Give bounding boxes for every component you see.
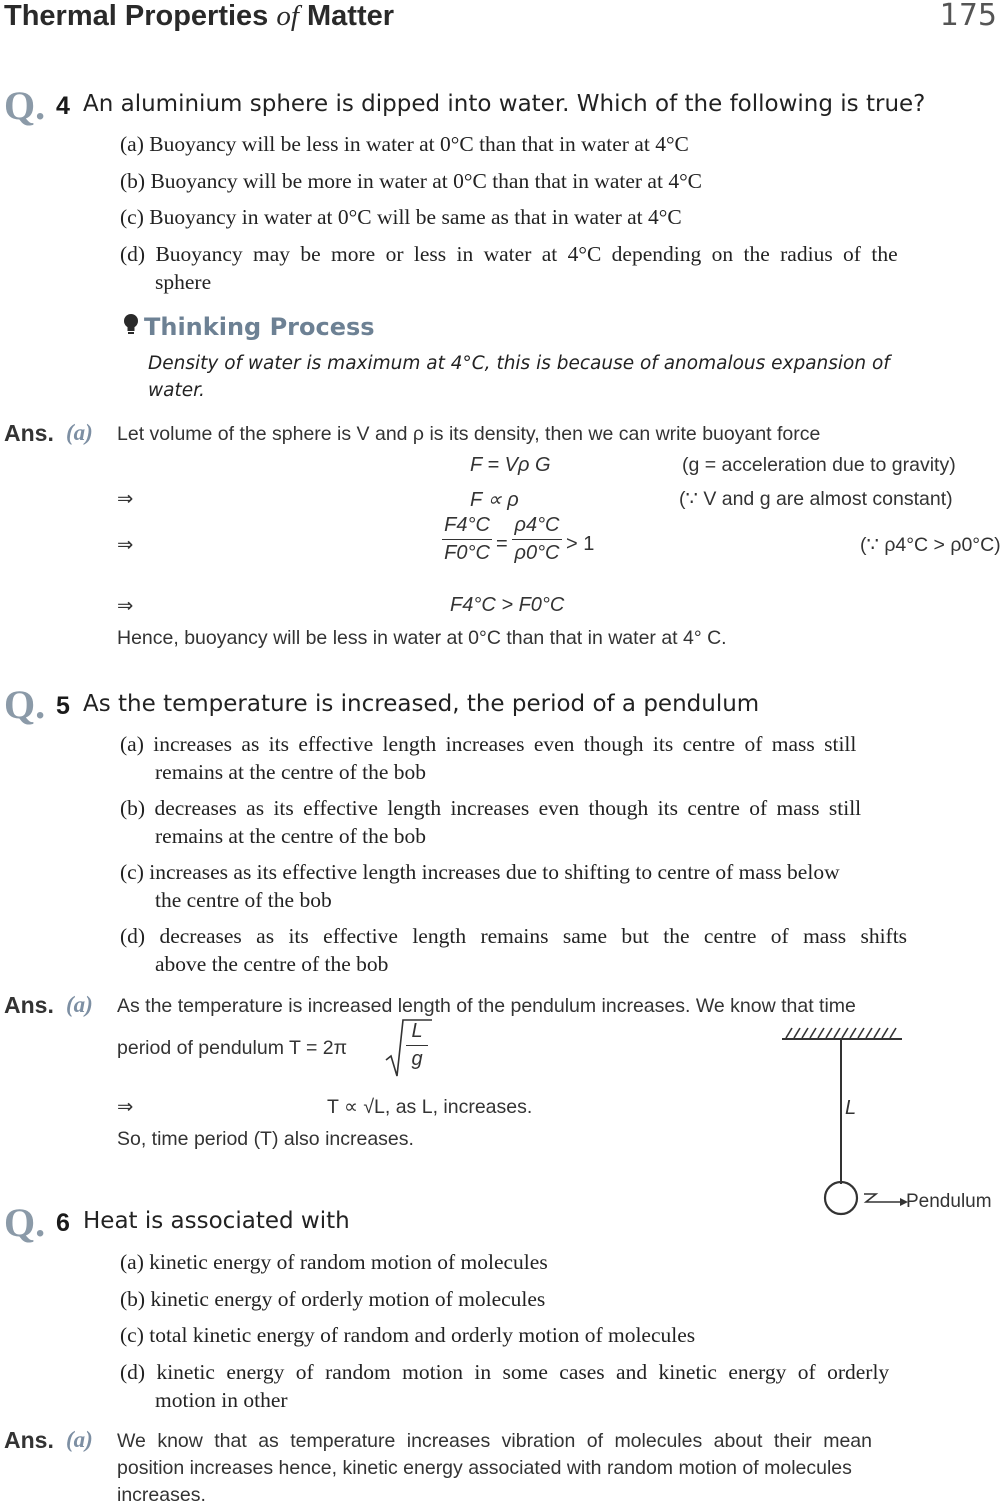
q4-answer-option: (a) bbox=[66, 420, 93, 445]
q6-number: 6 bbox=[56, 1209, 70, 1237]
q5-option-c-cont: the centre of the bob bbox=[155, 888, 332, 912]
q6-mark: Q. bbox=[4, 1200, 46, 1245]
q6-answer-option: (a) bbox=[66, 1427, 93, 1452]
page-number: 175 bbox=[939, 0, 997, 33]
q4-eq2: F ∝ ρ bbox=[470, 489, 519, 511]
q4-eq3-tail: > 1 bbox=[566, 533, 595, 555]
q4-eq4: F4°C > F0°C bbox=[450, 594, 565, 616]
q5-sqrt-den: g bbox=[411, 1048, 423, 1070]
q5-text: As the temperature is increased, the period of a pendulum bbox=[83, 691, 760, 717]
q5-sqrt-frac bbox=[406, 1020, 428, 1071]
q6-text: Heat is associated with bbox=[83, 1208, 350, 1234]
q4-eq3-equals: = bbox=[496, 533, 508, 555]
pendulum-pointer bbox=[864, 1194, 900, 1202]
pendulum-bob bbox=[825, 1182, 857, 1214]
q4-arrow-2: ⇒ bbox=[117, 534, 134, 556]
thinking-process-line2: water. bbox=[148, 380, 205, 401]
thinking-process-title: Thinking Process bbox=[144, 313, 375, 341]
q5-option-d: (d) decreases as its effective length remains same but the centre of mass shifts bbox=[120, 924, 908, 948]
q5-answer-line1: As the temperature is increased length of the pendulum increases. We know that time bbox=[117, 995, 856, 1017]
q4-eq1-note: (g = acceleration due to gravity) bbox=[682, 454, 956, 476]
q6-answer-line1: We know that as temperature increases vibration of molecules about their mean bbox=[117, 1430, 872, 1452]
thinking-process-line1: Density of water is maximum at 4°C, this is because of anomalous expansion of bbox=[148, 353, 890, 374]
q4-option-a: (a) Buoyancy will be less in water at 0°C than that in water at 4°C bbox=[120, 132, 689, 156]
q6-option-d-cont: motion in other bbox=[155, 1388, 288, 1412]
pendulum-label: Pendulum bbox=[906, 1191, 992, 1212]
q4-answer-label: Ans. bbox=[4, 420, 54, 446]
q4-number: 4 bbox=[56, 92, 70, 120]
pendulum-length-label: L bbox=[845, 1097, 857, 1119]
thinking-process-heading bbox=[122, 312, 375, 341]
q5-option-b-cont: remains at the centre of the bob bbox=[155, 824, 427, 848]
q4-frac-density-den: ρ0°C bbox=[514, 542, 560, 564]
q4-option-c: (c) Buoyancy in water at 0°C will be same as that in water at 4°C bbox=[120, 205, 682, 229]
q4-answer-intro: Let volume of the sphere is V and ρ is its density, then we can write buoyant force bbox=[117, 423, 821, 445]
header-title-of: of bbox=[276, 0, 299, 32]
q4-conclusion: Hence, buoyancy will be less in water at 0°C than that in water at 4° C. bbox=[117, 627, 727, 649]
q4-frac-force-num: F4°C bbox=[444, 514, 490, 536]
q6-answer-line2: position increases hence, kinetic energy associated with random motion of molecules bbox=[117, 1457, 852, 1479]
q5-answer-label: Ans. bbox=[4, 992, 54, 1018]
q4-text: An aluminium sphere is dipped into water. Which of the following is true? bbox=[83, 91, 926, 117]
q5-sqrt-num: L bbox=[411, 1020, 423, 1042]
q5-eq: T ∝ √L, as L, increases. bbox=[327, 1096, 533, 1118]
header-title-part2: Matter bbox=[307, 0, 395, 32]
header-title-part1: Thermal Properties bbox=[4, 0, 269, 32]
q5-option-a-cont: remains at the centre of the bob bbox=[155, 760, 427, 784]
q5-option-a: (a) increases as its effective length increases even though its centre of mass still bbox=[120, 732, 857, 756]
q6-option-b: (b) kinetic energy of orderly motion of molecules bbox=[120, 1287, 546, 1311]
q4-option-b: (b) Buoyancy will be more in water at 0°C than that in water at 4°C bbox=[120, 169, 703, 193]
lightbulb-icon bbox=[122, 312, 140, 338]
q6-option-c: (c) total kinetic energy of random and orderly motion of molecules bbox=[120, 1323, 696, 1347]
q5-arrow: ⇒ bbox=[117, 1096, 134, 1118]
q4-mark: Q. bbox=[4, 83, 46, 128]
q6-answer-line3: increases. bbox=[117, 1484, 206, 1506]
q5-number: 5 bbox=[56, 692, 70, 720]
q6-option-a: (a) kinetic energy of random motion of molecules bbox=[120, 1250, 548, 1274]
q5-mark: Q. bbox=[4, 682, 46, 727]
q4-frac-force bbox=[442, 514, 492, 565]
q4-arrow-1: ⇒ bbox=[117, 488, 134, 510]
q5-answer-line2: period of pendulum T = 2π bbox=[117, 1037, 348, 1059]
q5-conclusion: So, time period (T) also increases. bbox=[117, 1128, 414, 1150]
q4-frac-force-den: F0°C bbox=[444, 542, 490, 564]
q5-option-c: (c) increases as its effective length increases due to shifting to centre of mass below bbox=[120, 860, 840, 884]
q5-option-d-cont: above the centre of the bob bbox=[155, 952, 389, 976]
q4-eq1: F = Vρ G bbox=[470, 454, 551, 476]
q4-eq3-note: (∵ ρ4°C > ρ0°C) bbox=[860, 534, 1001, 556]
q4-option-d: (d) Buoyancy may be more or less in water at 4°C depending on the radius of the bbox=[120, 242, 898, 266]
q4-arrow-3: ⇒ bbox=[117, 595, 134, 617]
q4-frac-density bbox=[512, 514, 562, 565]
q5-answer-option: (a) bbox=[66, 992, 93, 1017]
q4-eq2-note: (∵ V and g are almost constant) bbox=[679, 488, 953, 510]
q4-frac-density-num: ρ4°C bbox=[514, 514, 560, 536]
q6-option-d: (d) kinetic energy of random motion in some cases and kinetic energy of orderly bbox=[120, 1360, 890, 1384]
q4-option-d-cont: sphere bbox=[155, 270, 212, 294]
pendulum-support-hatch bbox=[786, 1028, 896, 1038]
q5-option-b: (b) decreases as its effective length increases even though its centre of mass still bbox=[120, 796, 862, 820]
q6-answer-label: Ans. bbox=[4, 1427, 54, 1453]
page-header-title bbox=[4, 0, 394, 33]
